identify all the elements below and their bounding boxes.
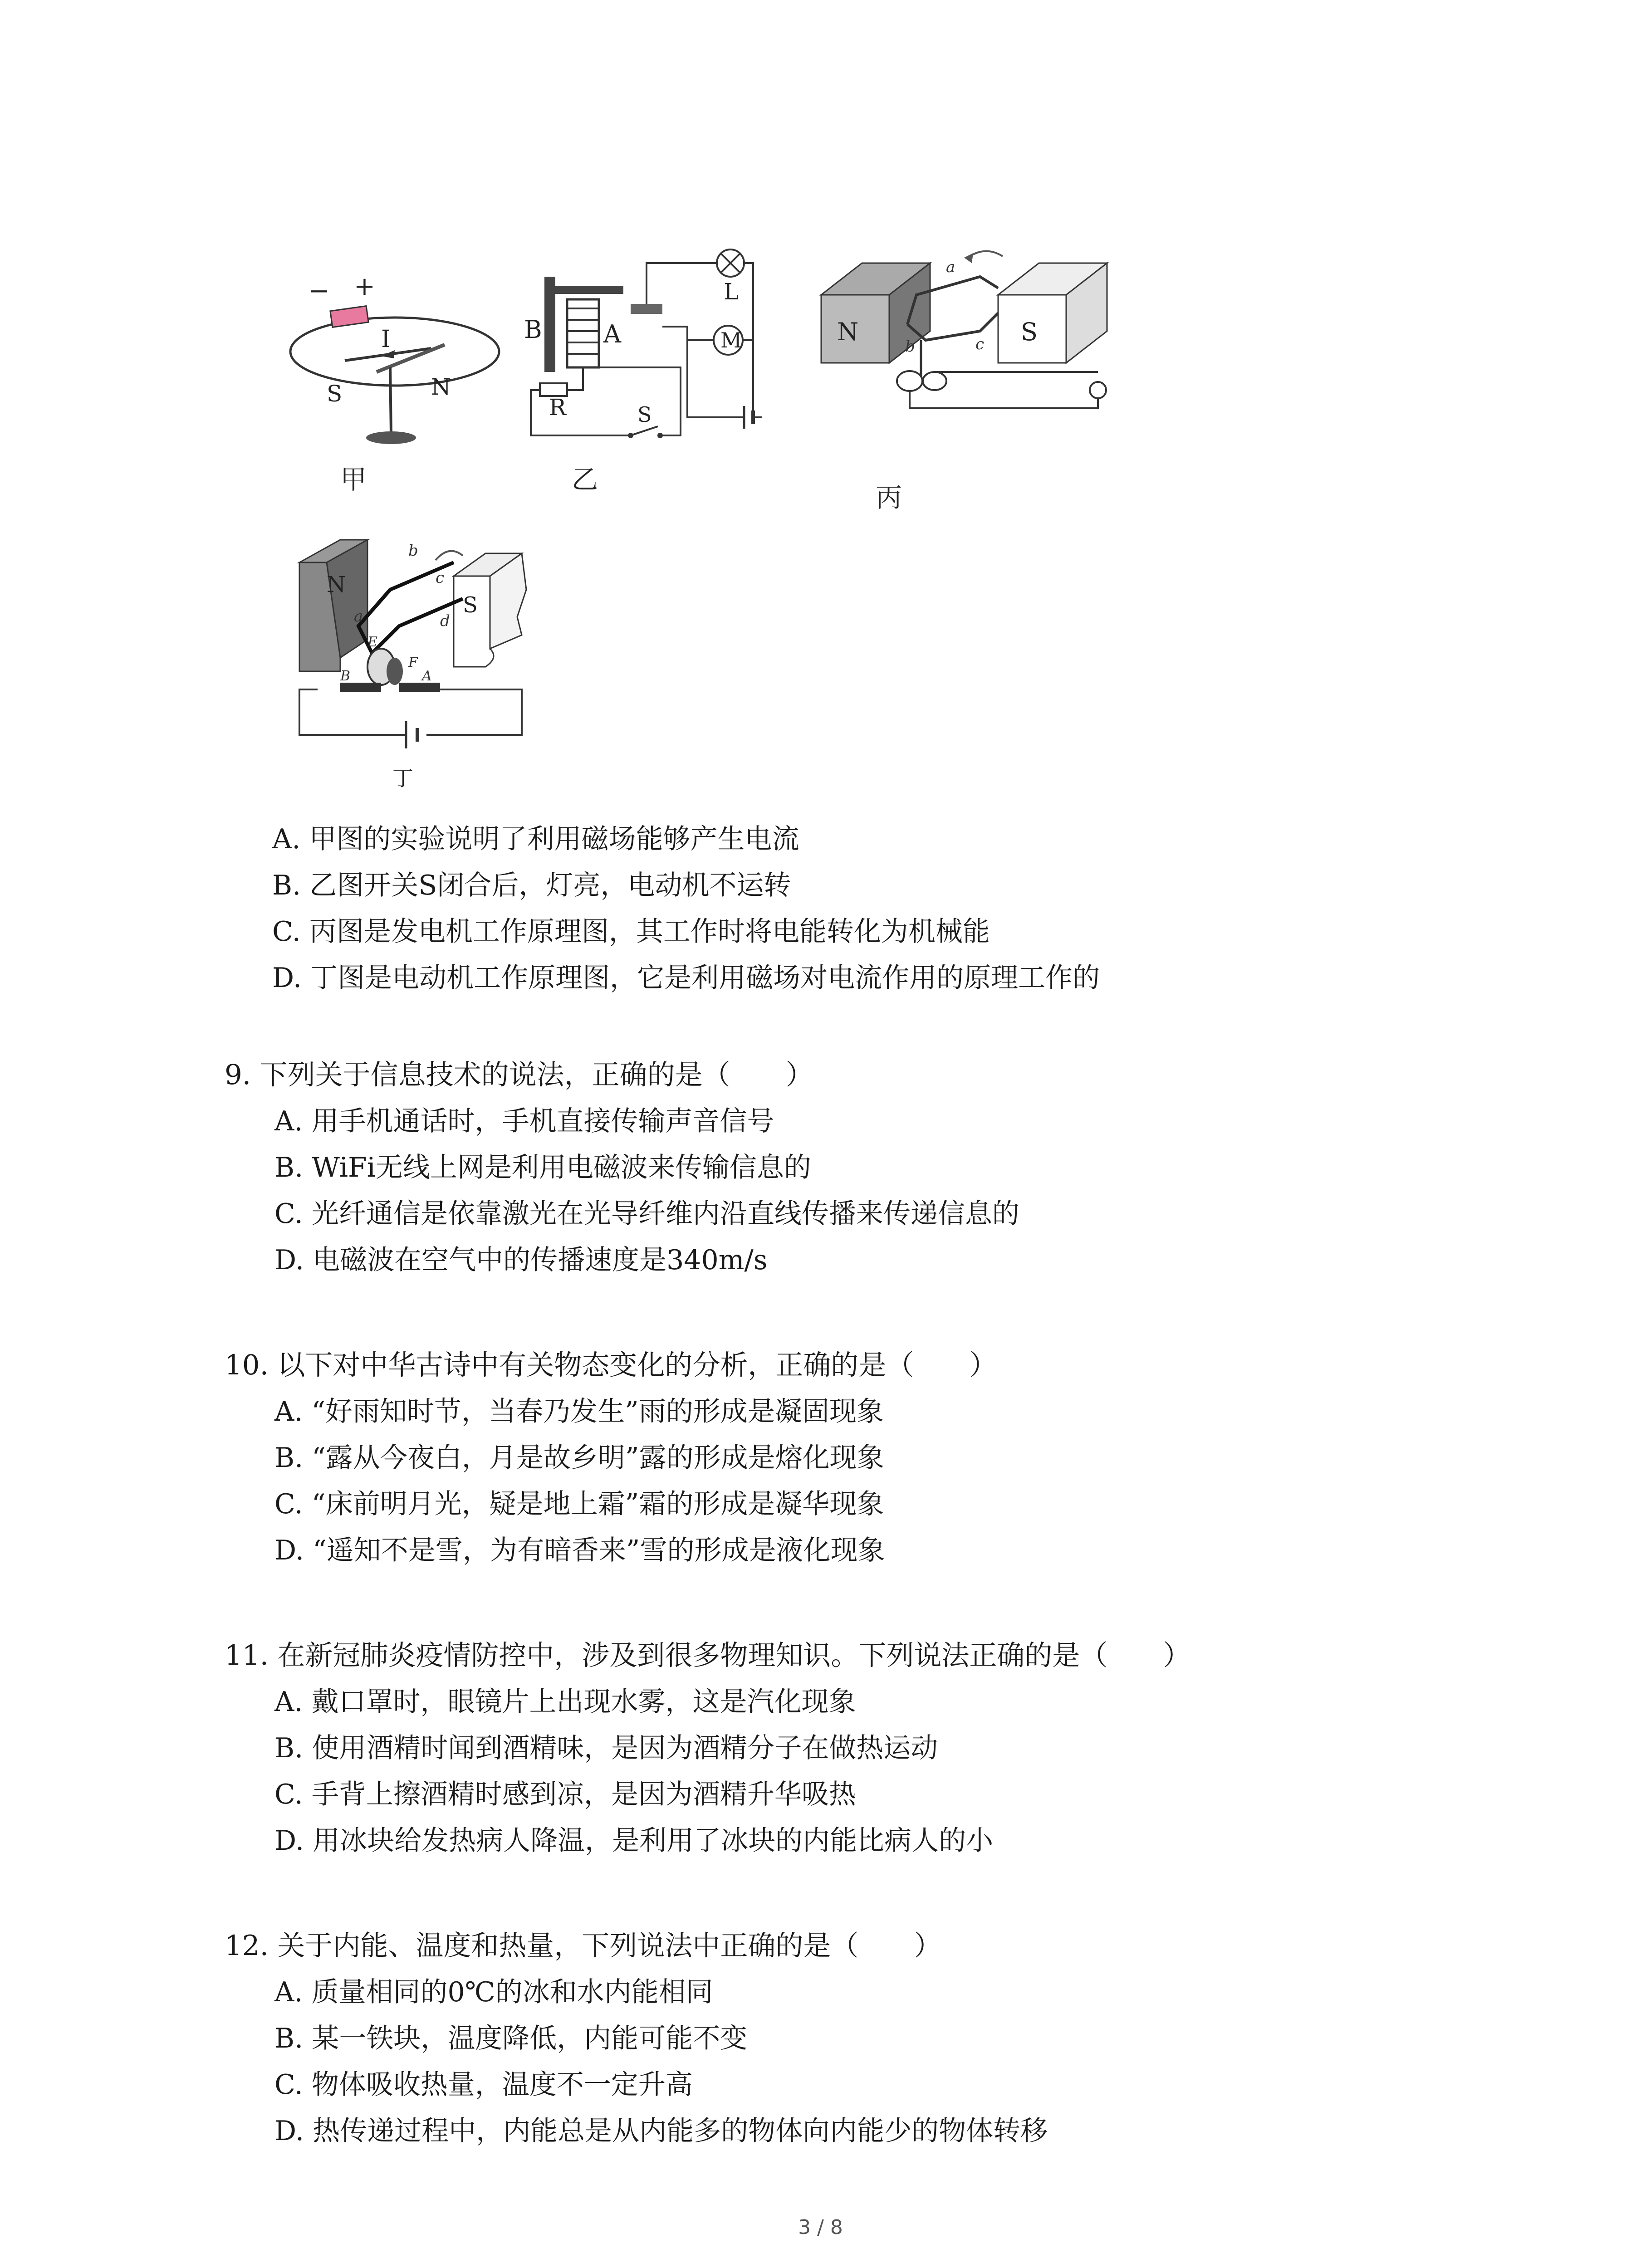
question-12-option-a: A. 质量相同的0℃的冰和水内能相同 (274, 1976, 713, 2008)
yi-b-label: B (524, 315, 542, 344)
yi-motor-label: M (720, 328, 742, 352)
figure-yi-drawing (481, 236, 808, 454)
ding-a-label: a (354, 607, 363, 626)
question-10-stem: 10. 以下对中华古诗中有关物态变化的分析，正确的是（ ） (225, 1349, 997, 1381)
figure-jia-label: 甲 (340, 464, 367, 495)
bing-south-label: S (1021, 318, 1038, 346)
question-9-option-b: B. WiFi无线上网是利用电磁波来传输信息的 (274, 1152, 811, 1183)
figure-bing-drawing (817, 245, 1134, 435)
question-10-option-c: C. “床前明月光，疑是地上霜”霜的形成是凝华现象 (274, 1488, 884, 1520)
yi-lamp-label: L (724, 279, 739, 305)
ding-c-label: c (436, 569, 445, 587)
question-9 (225, 1052, 1631, 1284)
ding-south-label: S (463, 592, 478, 618)
yi-s-label: S (637, 402, 652, 427)
q8-option-c: C. 丙图是发电机工作原理图，其工作时将电能转化为机械能 (272, 916, 990, 948)
figure-yi-label: 乙 (572, 464, 598, 495)
question-12-option-d: D. 热传递过程中，内能总是从内能多的物体向内能少的物体转移 (274, 2115, 1048, 2147)
q8-option-d: D. 丁图是电动机工作原理图，它是利用磁场对电流作用的原理工作的 (272, 962, 1100, 994)
ding-north-label: N (327, 572, 346, 597)
figure-bing-label: 丙 (876, 482, 902, 513)
question-11-stem: 11. 在新冠肺炎疫情防控中，涉及到很多物理知识。下列说法正确的是（ ） (225, 1639, 1191, 1672)
jia-south-label: S (327, 381, 343, 407)
jia-minus: − (309, 276, 330, 306)
question-12-option-b: B. 某一铁块，温度降低，内能可能不变 (274, 2023, 748, 2054)
question-12 (225, 1923, 1631, 2155)
jia-plus: + (354, 272, 375, 301)
figure-yi (481, 236, 808, 495)
question-9-option-a: A. 用手机通话时，手机直接传输声音信号 (274, 1105, 774, 1137)
ding-A-label: A (422, 668, 432, 684)
question-10-option-b: B. “露从今夜白，月是故乡明”露的形成是熔化现象 (274, 1442, 884, 1474)
jia-north-label: N (431, 374, 451, 400)
bing-c-label: c (975, 335, 985, 353)
yi-a-label: A (603, 320, 621, 348)
question-9-option-c: C. 光纤通信是依靠激光在光导纤维内沿直线传播来传递信息的 (274, 1198, 1019, 1230)
question-9-option-d: D. 电磁波在空气中的传播速度是340m/s (274, 1244, 768, 1276)
figure-ding-label: 丁 (392, 766, 413, 791)
bing-north-label: N (837, 318, 859, 346)
question-12-stem: 12. 关于内能、温度和热量，下列说法中正确的是（ ） (225, 1930, 942, 1962)
question-11-option-d: D. 用冰块给发热病人降温，是利用了冰块的内能比病人的小 (274, 1825, 994, 1857)
question-11-option-a: A. 戴口罩时，眼镜片上出现水雾，这是汽化现象 (274, 1686, 856, 1718)
q8-option-b: B. 乙图开关S闭合后，灯亮，电动机不运转 (272, 870, 791, 901)
question-10-option-d: D. “遥知不是雪，为有暗香来”雪的形成是液化现象 (274, 1535, 885, 1566)
ding-f-label: F (408, 655, 418, 670)
yi-r-label: R (549, 394, 566, 420)
question-11-option-b: B. 使用酒精时闻到酒精味，是因为酒精分子在做热运动 (274, 1732, 938, 1764)
q8-options (272, 816, 1588, 1002)
figure-ding-drawing (290, 535, 544, 762)
question-11-option-c: C. 手背上擦酒精时感到凉，是因为酒精升华吸热 (274, 1779, 856, 1810)
bing-b-label: b (905, 337, 915, 356)
question-11 (225, 1633, 1631, 1864)
jia-current-label: I (381, 326, 391, 353)
q8-option-a: A. 甲图的实验说明了利用磁场能够产生电流 (272, 823, 799, 855)
question-12-option-c: C. 物体吸收热量，温度不一定升高 (274, 2069, 693, 2101)
question-9-stem: 9. 下列关于信息技术的说法，正确的是（ ） (225, 1059, 813, 1091)
question-10 (225, 1343, 1631, 1574)
ding-b-label: b (408, 542, 418, 560)
ding-B-label: B (340, 668, 351, 684)
ding-e-label: E (367, 634, 377, 650)
figure-ding (290, 535, 544, 791)
ding-d-label: d (440, 612, 450, 630)
question-10-option-a: A. “好雨知时节，当春乃发生”雨的形成是凝固现象 (274, 1396, 884, 1427)
figure-bing (817, 245, 1134, 513)
page-number: 3 / 8 (798, 2216, 843, 2239)
bing-a-label: a (946, 258, 955, 276)
